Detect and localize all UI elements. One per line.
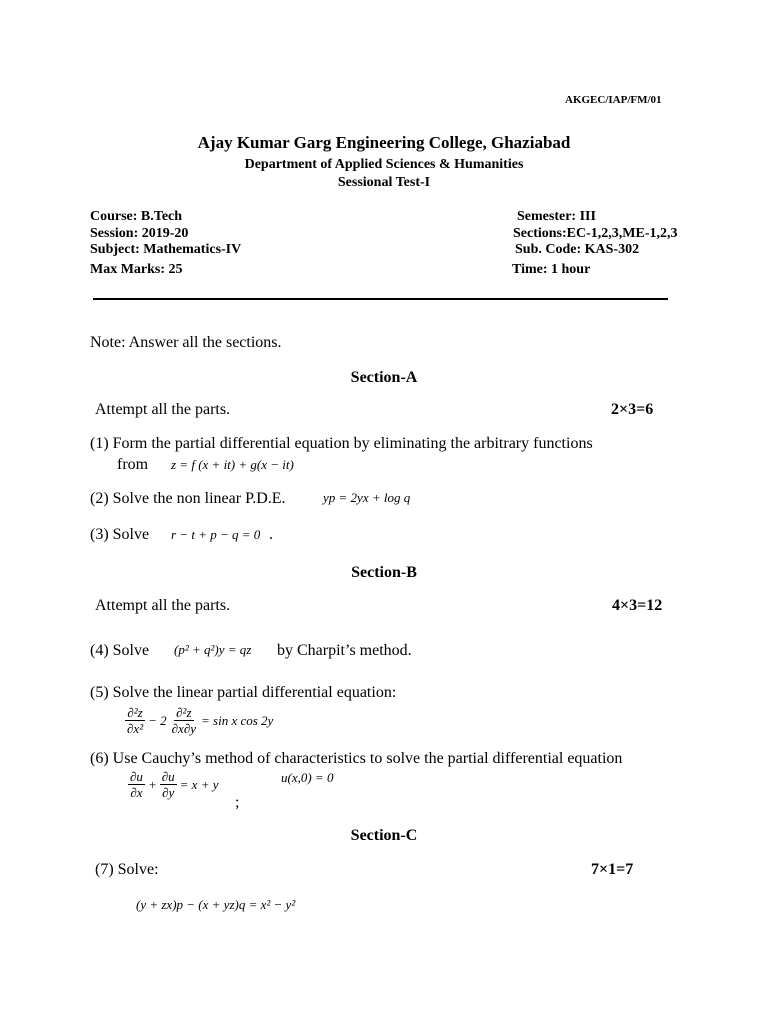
q6-fraction-2-denominator: ∂y <box>162 785 175 800</box>
course-label: Course: B.Tech <box>90 209 183 224</box>
section-b-instruction: Attempt all the parts. <box>95 597 231 614</box>
question-5-text: (5) Solve the linear partial differential equation: <box>90 684 397 701</box>
test-name: Sessional Test-I <box>337 175 431 190</box>
college-name: Ajay Kumar Garg Engineering College, Ghaziabad <box>197 133 571 152</box>
question-6-equation <box>128 769 219 800</box>
sub-code-label: Sub. Code: KAS-302 <box>515 242 640 257</box>
document-code: AKGEC/IAP/FM/01 <box>565 94 662 106</box>
question-7-text: (7) Solve: <box>95 861 159 878</box>
question-2-equation: yp = 2yx + log q <box>323 490 411 505</box>
q6-plus: + <box>147 776 157 792</box>
question-2-text: (2) Solve the non linear P.D.E. <box>90 490 286 507</box>
q5-rhs: = sin x cos 2y <box>201 712 274 728</box>
department-name: Department of Applied Sciences & Humanities <box>244 157 524 172</box>
question-6-semicolon: ; <box>235 794 240 811</box>
q6-fraction-2 <box>160 769 177 800</box>
q5-fraction-2 <box>170 705 198 736</box>
q5-fraction-1-denominator: ∂x² <box>127 721 144 736</box>
q5-fraction-2-denominator: ∂x∂y <box>171 721 197 736</box>
section-b-marks: 4×3=12 <box>612 597 663 614</box>
question-7-equation: (y + zx)p − (x + yz)q = x² − y² <box>136 897 296 912</box>
session-label: Session: 2019-20 <box>90 226 189 241</box>
question-5-equation <box>125 705 273 736</box>
question-3-text: (3) Solve <box>90 526 150 543</box>
q5-fraction-1-numerator: ∂²z <box>127 705 143 720</box>
question-4-text: (4) Solve <box>90 642 150 659</box>
section-a-instruction: Attempt all the parts. <box>95 401 231 418</box>
sections-label: Sections:EC-1,2,3,ME-1,2,3 <box>513 226 678 241</box>
question-4-method: by Charpit’s method. <box>277 642 412 659</box>
q5-minus-2: − 2 <box>148 712 167 728</box>
q6-fraction-2-numerator: ∂u <box>161 769 175 784</box>
question-1-equation: z = f (x + it) + g(x − it) <box>171 457 294 472</box>
section-c-heading: Section-C <box>350 827 418 844</box>
question-6-text: (6) Use Cauchy’s method of characteristics to solve the partial differential equation <box>90 750 623 767</box>
question-3-period: . <box>269 526 273 543</box>
q5-fraction-2-numerator: ∂²z <box>176 705 192 720</box>
question-6-condition: u(x,0) = 0 <box>281 770 334 785</box>
section-a-heading: Section-A <box>350 369 418 386</box>
section-b-heading: Section-B <box>351 564 417 581</box>
section-a-marks: 2×3=6 <box>611 401 654 418</box>
question-4-equation: (p² + q²)y = qz <box>174 642 252 657</box>
header-divider <box>93 298 668 300</box>
subject-label: Subject: Mathematics-IV <box>90 242 242 257</box>
note-text: Note: Answer all the sections. <box>90 334 282 351</box>
q6-fraction-1-denominator: ∂x <box>130 785 143 800</box>
semester-label: Semester: III <box>517 209 596 224</box>
section-c-marks: 7×1=7 <box>591 861 634 878</box>
question-3-equation: r − t + p − q = 0 <box>171 527 261 542</box>
q6-fraction-1-numerator: ∂u <box>130 769 143 784</box>
q6-fraction-1 <box>128 769 145 800</box>
question-1-from: from <box>117 456 149 473</box>
q5-fraction-1 <box>125 705 145 736</box>
q6-rhs: = x + y <box>179 776 219 792</box>
time-label: Time: 1 hour <box>512 262 591 277</box>
question-1-text: (1) Form the partial differential equation by eliminating the arbitrary functions <box>90 435 593 452</box>
max-marks-label: Max Marks: 25 <box>90 262 183 277</box>
